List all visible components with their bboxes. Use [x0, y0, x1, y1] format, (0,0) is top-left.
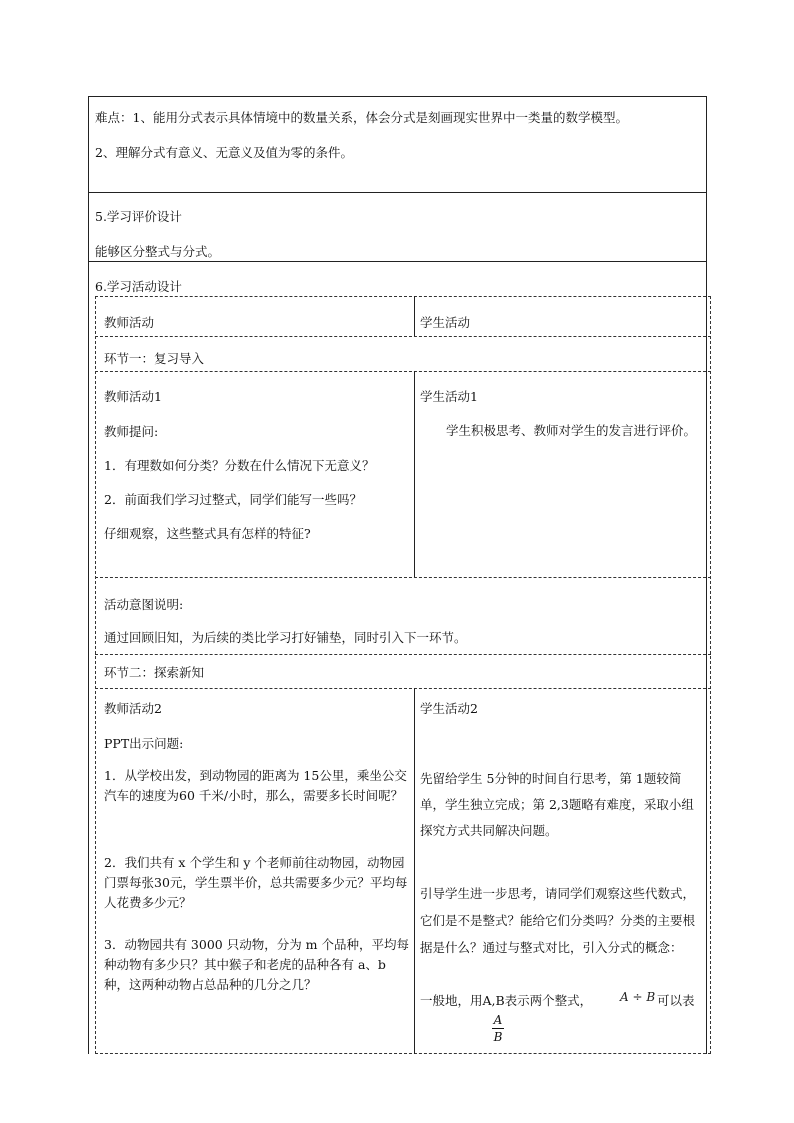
fraction-a-over-b — [489, 1013, 507, 1044]
student-activity-1-title: 学生活动1 — [420, 389, 478, 404]
table-outer-left — [88, 96, 89, 1054]
teacher-activity-1-line: 教师提问: — [104, 424, 159, 439]
difficulty-line-2: 2、理解分式有意义、无意义及值为零的条件。 — [95, 145, 353, 160]
teacher-question-2: 2．我们共有 x 个学生和 y 个老师前往动物园，动物园门票每张30元，学生票半价，总共需要多少元？平均每人花费多少元？ — [104, 855, 408, 910]
intent-text: 通过回顾旧知，为后续的类比学习打好铺垫，同时引入下一环节。 — [104, 630, 467, 645]
student-activity-1-text: 学生积极思考、教师对学生的发言进行评价。 — [446, 423, 697, 438]
division-expression: A ÷ B — [620, 990, 656, 1004]
inner-table-top — [95, 296, 711, 297]
fraction-bar — [492, 1028, 504, 1029]
row-divider-2 — [88, 261, 707, 262]
stage1-title: 环节一：复习导入 — [104, 351, 205, 366]
column-divider-stage2 — [414, 688, 415, 1054]
teacher-question-3: 3．动物园共有 3000 只动物，分为 m 个品种，平均每种动物有多少只？其中猴子和老虎的品种各有 a、b 种，这两种动物占总品种的几分之几？ — [104, 937, 410, 992]
teacher-activity-1-title: 教师活动1 — [104, 389, 162, 404]
table-outer-right — [706, 96, 707, 1054]
student-activity-2-para-3-end: 可以表 — [657, 993, 695, 1008]
teacher-activity-1-line: 仔细观察，这些整式具有怎样的特征? — [104, 526, 311, 541]
teacher-activity-2-intro: PPT出示问题: — [104, 736, 184, 751]
teacher-activity-2-title: 教师活动2 — [104, 701, 162, 716]
student-activity-2-para-3-start: 一般地，用A,B表示两个整式， — [420, 993, 593, 1008]
row-divider-1 — [88, 192, 707, 193]
inner-row-line-1 — [95, 336, 711, 337]
student-activity-2-para-2: 引导学生进一步思考，请同学们观察这些代数式，它们是不是整式？能给它们分类吗？分类的主要根据是什么？通过与整式对比，引入分式的概念： — [420, 886, 696, 955]
activities-heading: 6.学习活动设计 — [95, 279, 182, 294]
student-activity-2-title: 学生活动2 — [420, 701, 478, 716]
fraction-numerator: A — [493, 1013, 503, 1027]
column-divider-stage1 — [414, 371, 415, 577]
inner-row-line-2 — [95, 371, 711, 372]
intent-label: 活动意图说明: — [104, 597, 184, 612]
student-activity-2-para-1: 先留给学生 5分钟的时间自行思考，第 1题较简单，学生独立完成；第 2,3题略有难度，采取小组探究方式共同解决问题。 — [420, 771, 694, 838]
evaluation-text: 能够区分整式与分式。 — [95, 244, 221, 259]
stage2-title: 环节二：探索新知 — [104, 665, 205, 680]
col-student-header: 学生活动 — [420, 315, 471, 330]
inner-bottom-line — [95, 1053, 711, 1054]
inner-table-right — [710, 296, 711, 1054]
inner-row-line-4 — [95, 654, 711, 655]
inner-row-line-5 — [95, 688, 711, 689]
teacher-question-1: 1．从学校出发，到动物园的距离为 15公里，乘坐公交汽车的速度为60 千米/小时，那么，需要多长时间呢？ — [104, 768, 407, 803]
teacher-activity-1-line: 2．前面我们学习过整式，同学们能写一些吗？ — [104, 492, 362, 507]
column-divider-header — [414, 296, 415, 336]
difficulty-line-1: 难点：1、能用分式表示具体情境中的数量关系，体会分式是刻画现实世界中一类量的数学模型。 — [95, 110, 628, 125]
table-top-border — [88, 96, 707, 97]
inner-row-line-3 — [95, 577, 711, 578]
teacher-activity-1-line: 1．有理数如何分类？分数在什么情况下无意义？ — [104, 458, 375, 473]
inner-table-left — [95, 296, 96, 1054]
fraction-denominator: B — [493, 1030, 503, 1044]
evaluation-heading: 5.学习评价设计 — [95, 209, 182, 224]
col-teacher-header: 教师活动 — [104, 315, 155, 330]
